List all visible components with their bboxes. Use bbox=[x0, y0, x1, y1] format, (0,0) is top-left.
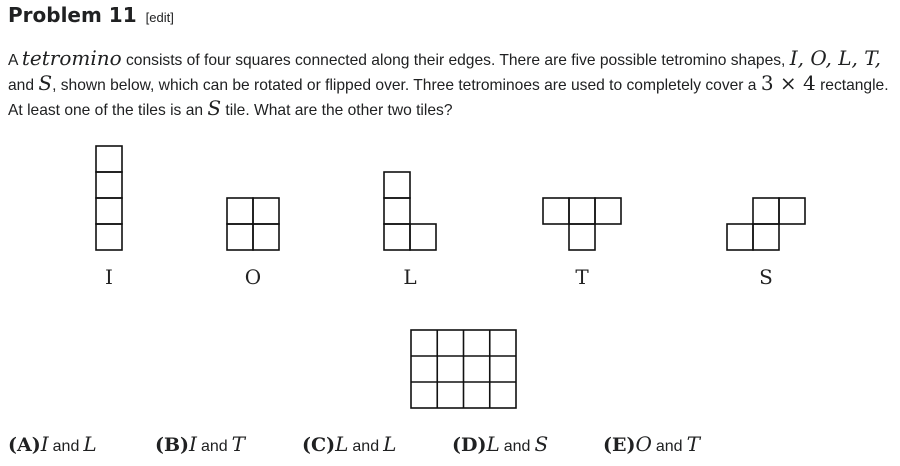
tetromino-o-shape bbox=[227, 198, 279, 250]
choice-second: L bbox=[83, 432, 97, 456]
choice-second: T bbox=[686, 432, 700, 456]
math-dimensions: 3 × 4 bbox=[760, 71, 816, 95]
rectangle-3x4-grid bbox=[411, 330, 516, 408]
choice-e bbox=[603, 432, 700, 456]
shape-label-s: S bbox=[759, 265, 773, 289]
tetromino-t-shape bbox=[543, 198, 621, 250]
shape-label-o: O bbox=[244, 265, 262, 289]
choice-first: L bbox=[486, 432, 500, 456]
tetromino-i-shape bbox=[96, 146, 122, 250]
choice-first: O bbox=[635, 432, 652, 456]
math-s: S bbox=[207, 96, 222, 120]
choice-and: and bbox=[52, 438, 80, 455]
choice-label: (C) bbox=[302, 434, 336, 456]
choice-second: L bbox=[383, 432, 397, 456]
tetromino-s-shape bbox=[727, 198, 805, 250]
math-s: S bbox=[38, 71, 53, 95]
choice-c bbox=[302, 432, 396, 456]
text-segment: rectangle. At least one of the tiles is an bbox=[8, 77, 889, 119]
edit-link[interactable]: [edit] bbox=[145, 10, 174, 25]
text-segment: tile. What are the other two tiles? bbox=[221, 102, 453, 119]
choice-and: and bbox=[200, 438, 228, 455]
math-tetromino: tetromino bbox=[21, 46, 122, 70]
choice-label: (E) bbox=[603, 434, 636, 456]
choice-a bbox=[8, 432, 97, 456]
text-segment: , shown below, which can be rotated or flipped over. Three tetrominoes are used to completely cover a bbox=[52, 77, 761, 94]
choice-first: I bbox=[40, 432, 49, 456]
choice-label: (D) bbox=[452, 434, 487, 456]
choice-d bbox=[452, 432, 548, 456]
choice-and: and bbox=[352, 438, 380, 455]
text-segment: consists of four squares connected along their edges. There are five possible tetromino shapes, bbox=[121, 52, 790, 69]
text-segment: and bbox=[8, 77, 39, 94]
choice-second: T bbox=[231, 432, 245, 456]
choice-first: I bbox=[189, 432, 197, 456]
choice-first: L bbox=[335, 432, 349, 456]
math-shapes: I, O, L, T, bbox=[789, 46, 882, 70]
tetromino-l-shape bbox=[384, 172, 436, 250]
title-text: Problem 11 bbox=[8, 3, 137, 27]
choice-and: and bbox=[503, 438, 531, 455]
choice-b bbox=[155, 432, 245, 456]
shape-label-i: I bbox=[105, 265, 113, 289]
choice-label: (A) bbox=[8, 434, 41, 456]
text-segment: A bbox=[8, 52, 22, 69]
choice-label: (B) bbox=[155, 434, 190, 456]
shape-label-l: L bbox=[403, 265, 417, 289]
shape-label-t: T bbox=[575, 265, 589, 289]
choice-and: and bbox=[655, 438, 683, 455]
choice-second: S bbox=[534, 432, 549, 456]
